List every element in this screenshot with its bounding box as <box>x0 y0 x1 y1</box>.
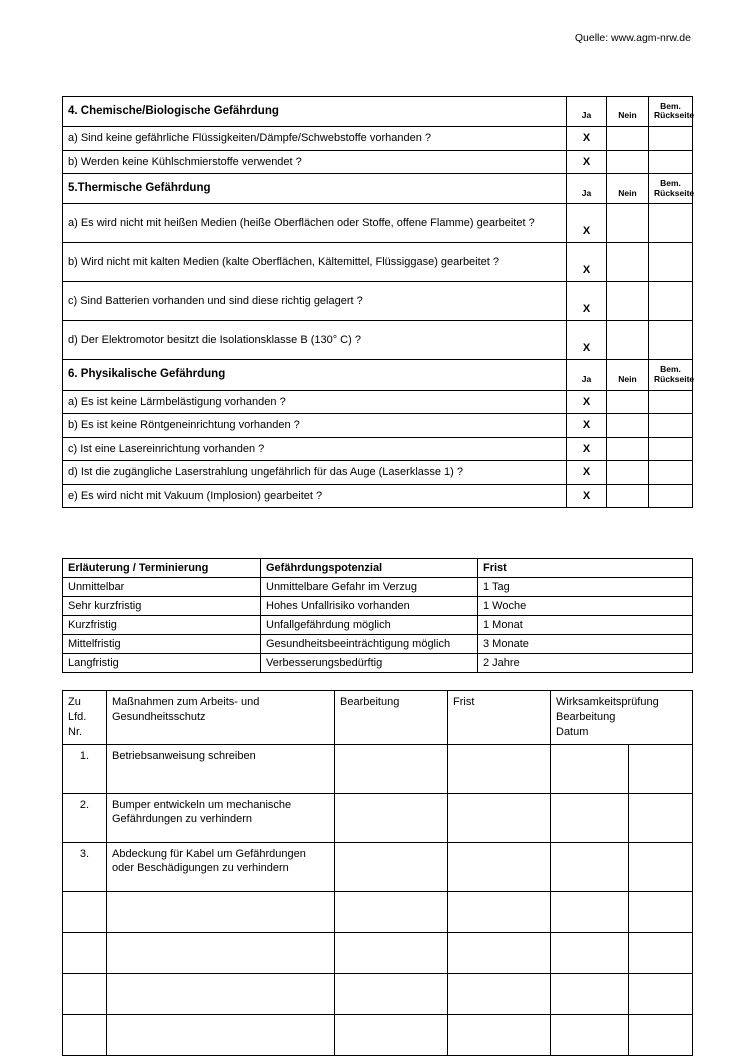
section-title: 5.Thermische Gefährdung <box>63 174 567 204</box>
measure-frist[interactable] <box>448 932 551 973</box>
measure-number <box>63 891 107 932</box>
answer-bemerkung-cell[interactable] <box>649 243 693 282</box>
legend-deadline: 2 Jahre <box>478 654 693 673</box>
question-text: a) Es wird nicht mit heißen Medien (heiße Oberflächen oder Stoffe, offene Flamme) gearbeitet ? <box>63 204 567 243</box>
column-header-bemerkung-line1: Bem. <box>660 100 681 111</box>
measures-header-massnahmen-line1: Maßnahmen zum Arbeits- und <box>112 696 260 708</box>
measure-description-line1: Bumper entwickeln um mechanische <box>112 798 292 811</box>
answer-ja-checkbox[interactable]: X <box>567 484 607 508</box>
table-row <box>63 932 693 973</box>
question-text: b) Wird nicht mit kalten Medien (kalte Oberflächen, Kältemittel, Flüssiggase) gearbeitet ? <box>63 243 567 282</box>
column-header-bemerkung-line2: Rückseite <box>654 110 695 121</box>
legend-potential: Gesundheitsbeeinträchtigung möglich <box>261 635 478 654</box>
answer-ja-checkbox[interactable]: X <box>567 437 607 461</box>
question-text: c) Sind Batterien vorhanden und sind diese richtig gelagert ? <box>63 282 567 321</box>
answer-nein-checkbox[interactable] <box>607 127 649 151</box>
measure-bearbeitung[interactable] <box>335 891 448 932</box>
source-note: Quelle: www.agm-nrw.de <box>574 32 691 44</box>
column-header-nein: Nein <box>607 174 649 204</box>
answer-bemerkung-cell[interactable] <box>649 461 693 485</box>
answer-nein-checkbox[interactable] <box>607 282 649 321</box>
legend-term: Kurzfristig <box>63 616 261 635</box>
table-row <box>63 414 693 438</box>
measure-number <box>63 973 107 1014</box>
table-row <box>63 97 693 127</box>
table-header-row <box>63 691 693 745</box>
measure-wirksamkeit-bearbeitung[interactable] <box>551 744 629 793</box>
column-header-bemerkung <box>649 174 693 204</box>
measure-description-line2: oder Beschädigungen zu verhindern <box>112 862 289 875</box>
measure-wirksamkeit-datum[interactable] <box>629 891 693 932</box>
question-text: b) Werden keine Kühlschmierstoffe verwendet ? <box>63 150 567 174</box>
answer-ja-checkbox[interactable]: X <box>567 243 607 282</box>
measure-description[interactable] <box>107 932 335 973</box>
measure-wirksamkeit-bearbeitung[interactable] <box>551 793 629 842</box>
column-header-ja: Ja <box>567 360 607 390</box>
question-text: a) Es ist keine Lärmbelästigung vorhanden ? <box>63 390 567 414</box>
measure-description[interactable] <box>107 973 335 1014</box>
table-row <box>63 484 693 508</box>
answer-ja-checkbox[interactable]: X <box>567 414 607 438</box>
question-text: d) Ist die zugängliche Laserstrahlung ungefährlich für das Auge (Laserklasse 1) ? <box>63 461 567 485</box>
measure-bearbeitung[interactable] <box>335 744 448 793</box>
legend-header-frist: Frist <box>478 559 693 578</box>
table-row <box>63 1014 693 1055</box>
measure-description-line1: Abdeckung für Kabel um Gefährdungen <box>112 847 306 860</box>
column-header-bemerkung-line2: Rückseite <box>654 373 695 384</box>
table-row <box>63 360 693 390</box>
column-header-bemerkung <box>649 97 693 127</box>
column-header-nein: Nein <box>607 97 649 127</box>
answer-nein-checkbox[interactable] <box>607 390 649 414</box>
table-row <box>63 654 693 673</box>
measures-header-massnahmen-line2: Gesundheitsschutz <box>112 710 206 723</box>
measure-description[interactable] <box>107 891 335 932</box>
table-row <box>63 390 693 414</box>
table-row <box>63 243 693 282</box>
measure-wirksamkeit-bearbeitung[interactable] <box>551 891 629 932</box>
measure-wirksamkeit-bearbeitung[interactable] <box>551 1014 629 1055</box>
answer-bemerkung-cell[interactable] <box>649 484 693 508</box>
legend-deadline: 1 Tag <box>478 578 693 597</box>
measure-description[interactable] <box>107 1014 335 1055</box>
measure-description-line2: Gefährdungen zu verhindern <box>112 813 253 826</box>
measure-wirksamkeit-datum[interactable] <box>629 744 693 793</box>
question-text: d) Der Elektromotor besitzt die Isolationsklasse B (130° C) ? <box>63 321 567 360</box>
measure-frist[interactable] <box>448 744 551 793</box>
column-header-bemerkung-line1: Bem. <box>660 364 681 375</box>
answer-nein-checkbox[interactable] <box>607 414 649 438</box>
measure-wirksamkeit-datum[interactable] <box>629 973 693 1014</box>
legend-term: Mittelfristig <box>63 635 261 654</box>
section-title: 4. Chemische/Biologische Gefährdung <box>63 97 567 127</box>
column-header-bemerkung-line1: Bem. <box>660 177 681 188</box>
measures-header-wirksamkeit-line2: Bearbeitung <box>556 710 616 723</box>
answer-bemerkung-cell[interactable] <box>649 150 693 174</box>
table-row <box>63 842 693 891</box>
legend-potential: Unfallgefährdung möglich <box>261 616 478 635</box>
answer-nein-checkbox[interactable] <box>607 243 649 282</box>
answer-nein-checkbox[interactable] <box>607 321 649 360</box>
question-text: b) Es ist keine Röntgeneinrichtung vorhanden ? <box>63 414 567 438</box>
measure-wirksamkeit-datum[interactable] <box>629 842 693 891</box>
measure-wirksamkeit-bearbeitung[interactable] <box>551 932 629 973</box>
legend-potential: Hohes Unfallrisiko vorhanden <box>261 597 478 616</box>
measure-bearbeitung[interactable] <box>335 793 448 842</box>
terminology-legend-table <box>62 558 693 673</box>
measure-number <box>63 932 107 973</box>
measure-frist[interactable] <box>448 793 551 842</box>
legend-deadline: 1 Monat <box>478 616 693 635</box>
legend-deadline: 1 Woche <box>478 597 693 616</box>
measure-frist[interactable] <box>448 891 551 932</box>
answer-ja-checkbox[interactable]: X <box>567 204 607 243</box>
answer-ja-checkbox[interactable]: X <box>567 390 607 414</box>
measure-bearbeitung[interactable] <box>335 1014 448 1055</box>
answer-bemerkung-cell[interactable] <box>649 127 693 151</box>
answer-nein-checkbox[interactable] <box>607 204 649 243</box>
measures-header-nr-line3: Nr. <box>68 725 83 738</box>
measure-bearbeitung[interactable] <box>335 842 448 891</box>
measures-header-wirksamkeitspruefung <box>551 691 693 745</box>
column-header-bemerkung-line2: Rückseite <box>654 187 695 198</box>
section-title: 6. Physikalische Gefährdung <box>63 360 567 390</box>
measure-description[interactable] <box>107 793 335 842</box>
answer-nein-checkbox[interactable] <box>607 437 649 461</box>
table-row <box>63 437 693 461</box>
measure-bearbeitung[interactable] <box>335 973 448 1014</box>
table-row <box>63 597 693 616</box>
question-text: e) Es wird nicht mit Vakuum (Implosion) gearbeitet ? <box>63 484 567 508</box>
hazard-assessment-table <box>62 96 693 508</box>
question-text: a) Sind keine gefährliche Flüssigkeiten/Dämpfe/Schwebstoffe vorhanden ? <box>63 127 567 151</box>
measures-header-wirksamkeit-line3: Datum <box>556 725 589 738</box>
answer-nein-checkbox[interactable] <box>607 150 649 174</box>
measure-wirksamkeit-datum[interactable] <box>629 793 693 842</box>
question-text: c) Ist eine Lasereinrichtung vorhanden ? <box>63 437 567 461</box>
answer-bemerkung-cell[interactable] <box>649 390 693 414</box>
answer-bemerkung-cell[interactable] <box>649 282 693 321</box>
legend-potential: Unmittelbare Gefahr im Verzug <box>261 578 478 597</box>
column-header-nein: Nein <box>607 360 649 390</box>
measure-number: 2. <box>63 793 107 842</box>
measure-wirksamkeit-datum[interactable] <box>629 1014 693 1055</box>
measure-frist[interactable] <box>448 973 551 1014</box>
measures-header-wirksamkeit-line1: Wirksamkeitsprüfung <box>556 696 659 708</box>
measure-number: 1. <box>63 744 107 793</box>
measure-bearbeitung[interactable] <box>335 932 448 973</box>
measure-frist[interactable] <box>448 1014 551 1055</box>
measure-wirksamkeit-datum[interactable] <box>629 932 693 973</box>
table-row <box>63 793 693 842</box>
table-row <box>63 321 693 360</box>
measure-wirksamkeit-bearbeitung[interactable] <box>551 973 629 1014</box>
measure-number <box>63 1014 107 1055</box>
measure-description[interactable] <box>107 744 335 793</box>
measure-wirksamkeit-bearbeitung[interactable] <box>551 842 629 891</box>
answer-bemerkung-cell[interactable] <box>649 437 693 461</box>
legend-header-erlaeuterung: Erläuterung / Terminierung <box>63 559 261 578</box>
measure-number: 3. <box>63 842 107 891</box>
table-row <box>63 635 693 654</box>
table-row <box>63 204 693 243</box>
measures-header-frist: Frist <box>448 691 551 745</box>
answer-ja-checkbox[interactable]: X <box>567 150 607 174</box>
column-header-bemerkung <box>649 360 693 390</box>
measure-description[interactable] <box>107 842 335 891</box>
answer-ja-checkbox[interactable]: X <box>567 321 607 360</box>
table-row <box>63 891 693 932</box>
legend-term: Unmittelbar <box>63 578 261 597</box>
answer-ja-checkbox[interactable]: X <box>567 127 607 151</box>
answer-nein-checkbox[interactable] <box>607 461 649 485</box>
column-header-ja: Ja <box>567 97 607 127</box>
answer-bemerkung-cell[interactable] <box>649 204 693 243</box>
measure-frist[interactable] <box>448 842 551 891</box>
table-row <box>63 973 693 1014</box>
table-row <box>63 616 693 635</box>
table-row <box>63 461 693 485</box>
table-header-row <box>63 559 693 578</box>
measures-table <box>62 690 693 1056</box>
legend-term: Langfristig <box>63 654 261 673</box>
measures-header-massnahmen <box>107 691 335 745</box>
table-row <box>63 150 693 174</box>
column-header-ja: Ja <box>567 174 607 204</box>
table-row <box>63 282 693 321</box>
answer-nein-checkbox[interactable] <box>607 484 649 508</box>
measures-header-nr-line1: Zu <box>68 696 81 708</box>
answer-ja-checkbox[interactable]: X <box>567 461 607 485</box>
answer-bemerkung-cell[interactable] <box>649 321 693 360</box>
measures-header-nr-line2: Lfd. <box>68 710 87 723</box>
answer-ja-checkbox[interactable]: X <box>567 282 607 321</box>
table-row <box>63 578 693 597</box>
answer-bemerkung-cell[interactable] <box>649 414 693 438</box>
legend-term: Sehr kurzfristig <box>63 597 261 616</box>
legend-deadline: 3 Monate <box>478 635 693 654</box>
measure-description-line1: Betriebsanweisung schreiben <box>112 749 256 762</box>
table-row <box>63 174 693 204</box>
measures-header-bearbeitung: Bearbeitung <box>335 691 448 745</box>
table-row <box>63 127 693 151</box>
table-row <box>63 744 693 793</box>
legend-potential: Verbesserungsbedürftig <box>261 654 478 673</box>
measures-header-nr <box>63 691 107 745</box>
legend-header-gefaehrdungspotenzial: Gefährdungspotenzial <box>261 559 478 578</box>
